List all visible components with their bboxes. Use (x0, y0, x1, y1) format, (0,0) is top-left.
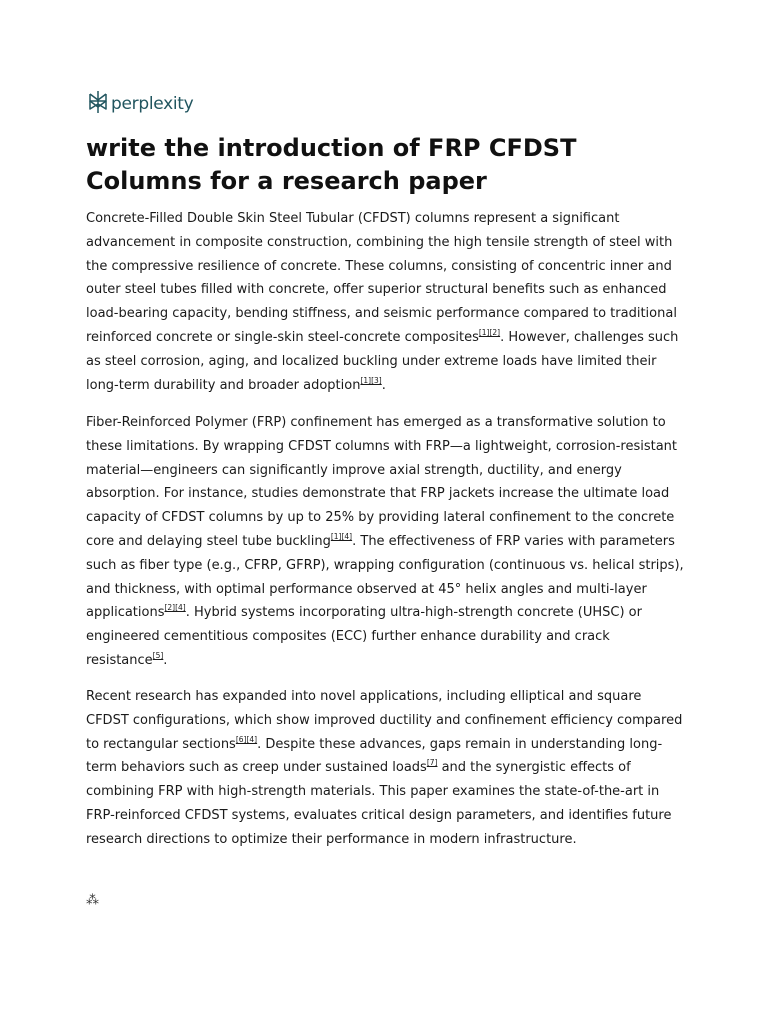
citation-link[interactable]: [1][2] (478, 327, 501, 337)
citation-link[interactable]: [5] (152, 650, 164, 660)
perplexity-logo-icon (88, 90, 108, 118)
citation-link[interactable]: [6][4] (235, 734, 258, 744)
text-span: and the synergistic effects of combining FRP with high-strength materials. This paper examines the state-of-the-art in FRP-reinforced CFDST systems, evaluates critical design parameters, and identifies future research directions to optimize their performance in modern infrastructure. (86, 760, 672, 847)
citation-link[interactable]: [1][3] (360, 375, 382, 385)
text-span: . (381, 377, 386, 393)
text-span: . Hybrid systems incorporating ultra-high-strength concrete (UHSC) or engineered cementitious composites (ECC) further enhance durability and crack resistance (86, 605, 642, 668)
text-span: . (163, 652, 168, 668)
text-span: . Despite these advances, gaps remain in understanding long-term behaviors such as creep under sustained loads (86, 736, 663, 776)
logo-wordmark: perplexity (111, 94, 194, 114)
paragraph-2 (86, 411, 686, 673)
text-span: Fiber-Reinforced Polymer (FRP) confinement has emerged as a transformative solution to these limitations. By wrapping CFDST columns with FRP—a lightweight, corrosion-resistant material—engineers can significantly improve axial strength, ductility, and energy absorption. For instance, studies demonstrate that FRP jackets increase the ultimate load capacity of CFDST columns by up to 25% by providing lateral confinement to the concrete core and delaying steel tube buckling (86, 415, 677, 549)
citation-link[interactable]: [1][4] (330, 531, 353, 541)
paragraph-1 (86, 207, 686, 397)
sparkle-icon: ⁂ (86, 893, 99, 908)
page-title: write the introduction of FRP CFDST Columns for a research paper (86, 134, 577, 195)
text-span: . The effectiveness of FRP varies with parameters such as fiber type (e.g., CFRP, GFRP), wrapping configuration (continuous vs. helical strips), and thickness, with optimal performance observed at 45° helix angles and multi-layer applications (86, 533, 684, 621)
text-span: Recent research has expanded into novel applications, including elliptical and square CFDST configurations, which show improved ductility and confinement efficiency compared to rectangular sections (86, 689, 683, 752)
paragraph-3 (86, 685, 686, 852)
text-span: . However, challenges such as steel corrosion, aging, and localized buckling under extreme loads have limited their long-term durability and broader adoption (86, 329, 679, 393)
citation-link[interactable]: [7] (426, 758, 438, 768)
perplexity-logo (88, 90, 193, 118)
text-span: Concrete-Filled Double Skin Steel Tubular (CFDST) columns represent a significant advancement in composite construction, combining the high tensile strength of steel with the compressive resilience of concrete. These columns, consisting of concentric inner and outer steel tubes filled with concrete, offer superior structural benefits such as enhanced load-bearing capacity, bending stiffness, and seismic performance compared to traditional reinforced concrete or single-skin steel-concrete composites (86, 211, 677, 345)
citation-link[interactable]: [2][4] (164, 603, 186, 613)
